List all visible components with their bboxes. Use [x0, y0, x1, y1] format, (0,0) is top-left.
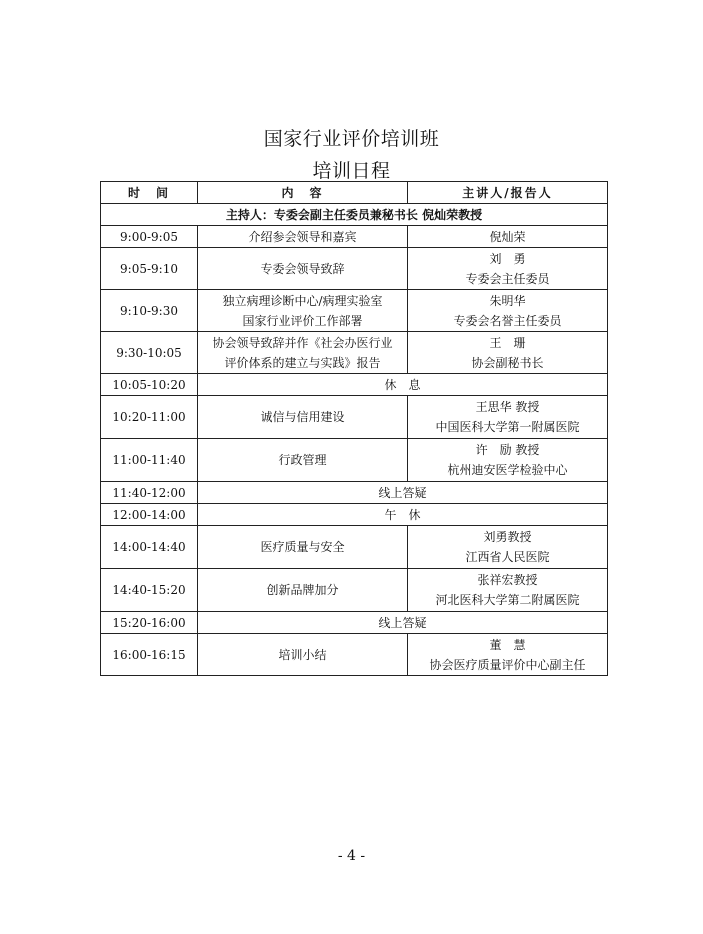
time-cell: 12:00-14:00 [101, 504, 198, 526]
table-row [101, 248, 608, 290]
document-title: 国家行业评价培训班 [263, 128, 440, 150]
speaker-affiliation: 杭州迪安医学检验中心 [447, 463, 568, 477]
content-cell [198, 396, 408, 439]
content-line: 协会领导致辞并作《社会办医行业 [212, 335, 393, 350]
table-row [101, 290, 608, 332]
table-row [101, 374, 608, 396]
table-row [101, 569, 608, 612]
speaker-affiliation: 中国医科大学第一附属医院 [435, 420, 580, 434]
break-cell: 午 休 [198, 504, 608, 526]
host-row [101, 204, 608, 226]
content-cell [198, 290, 408, 332]
speaker-cell [408, 396, 608, 439]
speaker-name: 许 励 教授 [475, 443, 540, 457]
table-row [101, 526, 608, 569]
content-line: 专委会领导致辞 [260, 261, 345, 276]
time-cell: 16:00-16:15 [101, 634, 198, 676]
speaker-cell [408, 290, 608, 332]
column-header-content: 内 容 [198, 182, 408, 204]
table-row [101, 396, 608, 439]
speaker-name: 倪灿荣 [489, 229, 526, 244]
speaker-name: 刘 勇 [489, 251, 526, 266]
table-row [101, 439, 608, 482]
content-line: 创新品牌加分 [266, 583, 339, 597]
column-header-time: 时 间 [101, 182, 198, 204]
document-subtitle: 培训日程 [312, 160, 391, 182]
speaker-name: 张祥宏教授 [477, 573, 538, 587]
content-cell [198, 332, 408, 374]
host-cell: 主持人：专委会副主任委员兼秘书长 倪灿荣教授 [101, 204, 608, 226]
speaker-cell [408, 226, 608, 248]
time-cell: 14:00-14:40 [101, 526, 198, 569]
time-cell: 9:05-9:10 [101, 248, 198, 290]
speaker-cell [408, 569, 608, 612]
speaker-name: 刘勇教授 [483, 530, 532, 544]
content-line: 培训小结 [278, 647, 327, 662]
content-line: 评价体系的建立与实践》报告 [224, 355, 381, 370]
table-row [101, 634, 608, 676]
content-cell [198, 439, 408, 482]
content-cell [198, 526, 408, 569]
speaker-cell [408, 248, 608, 290]
time-cell: 11:00-11:40 [101, 439, 198, 482]
speaker-affiliation: 专委会主任委员 [465, 271, 550, 286]
content-line: 介绍参会领导和嘉宾 [248, 229, 357, 244]
speaker-name: 王 珊 [489, 335, 526, 350]
speaker-cell [408, 439, 608, 482]
content-cell [198, 569, 408, 612]
speaker-cell [408, 634, 608, 676]
time-cell: 10:20-11:00 [101, 396, 198, 439]
table-row [101, 332, 608, 374]
speaker-affiliation: 协会医疗质量评价中心副主任 [429, 657, 586, 672]
time-cell: 9:10-9:30 [101, 290, 198, 332]
speaker-affiliation: 江西省人民医院 [465, 550, 550, 564]
content-line: 国家行业评价工作部署 [242, 313, 363, 328]
break-cell: 休 息 [198, 374, 608, 396]
content-cell [198, 226, 408, 248]
speaker-affiliation: 河北医科大学第二附属医院 [435, 593, 580, 607]
content-cell [198, 248, 408, 290]
content-cell [198, 634, 408, 676]
page-number: - 4 - [337, 848, 366, 864]
speaker-name: 董 慧 [489, 637, 526, 652]
speaker-affiliation: 专委会名誉主任委员 [453, 313, 562, 328]
time-cell: 14:40-15:20 [101, 569, 198, 612]
content-line: 行政管理 [278, 453, 327, 467]
table-row [101, 612, 608, 634]
speaker-name: 朱明华 [489, 293, 526, 308]
speaker-cell [408, 526, 608, 569]
break-cell: 线上答疑 [198, 612, 608, 634]
speaker-name: 王思华 教授 [475, 400, 540, 414]
content-line: 独立病理诊断中心/病理实验室 [222, 293, 383, 308]
speaker-affiliation: 协会副秘书长 [471, 355, 544, 370]
break-cell: 线上答疑 [198, 482, 608, 504]
table-row [101, 504, 608, 526]
table-row [101, 482, 608, 504]
content-line: 医疗质量与安全 [260, 540, 345, 554]
content-line: 诚信与信用建设 [260, 410, 345, 424]
time-cell: 9:30-10:05 [101, 332, 198, 374]
time-cell: 9:00-9:05 [101, 226, 198, 248]
speaker-cell [408, 332, 608, 374]
table-row [101, 226, 608, 248]
time-cell: 11:40-12:00 [101, 482, 198, 504]
schedule-table [100, 181, 608, 676]
table-header-row [101, 182, 608, 204]
time-cell: 15:20-16:00 [101, 612, 198, 634]
column-header-speaker: 主讲人/报告人 [408, 182, 608, 204]
time-cell: 10:05-10:20 [101, 374, 198, 396]
